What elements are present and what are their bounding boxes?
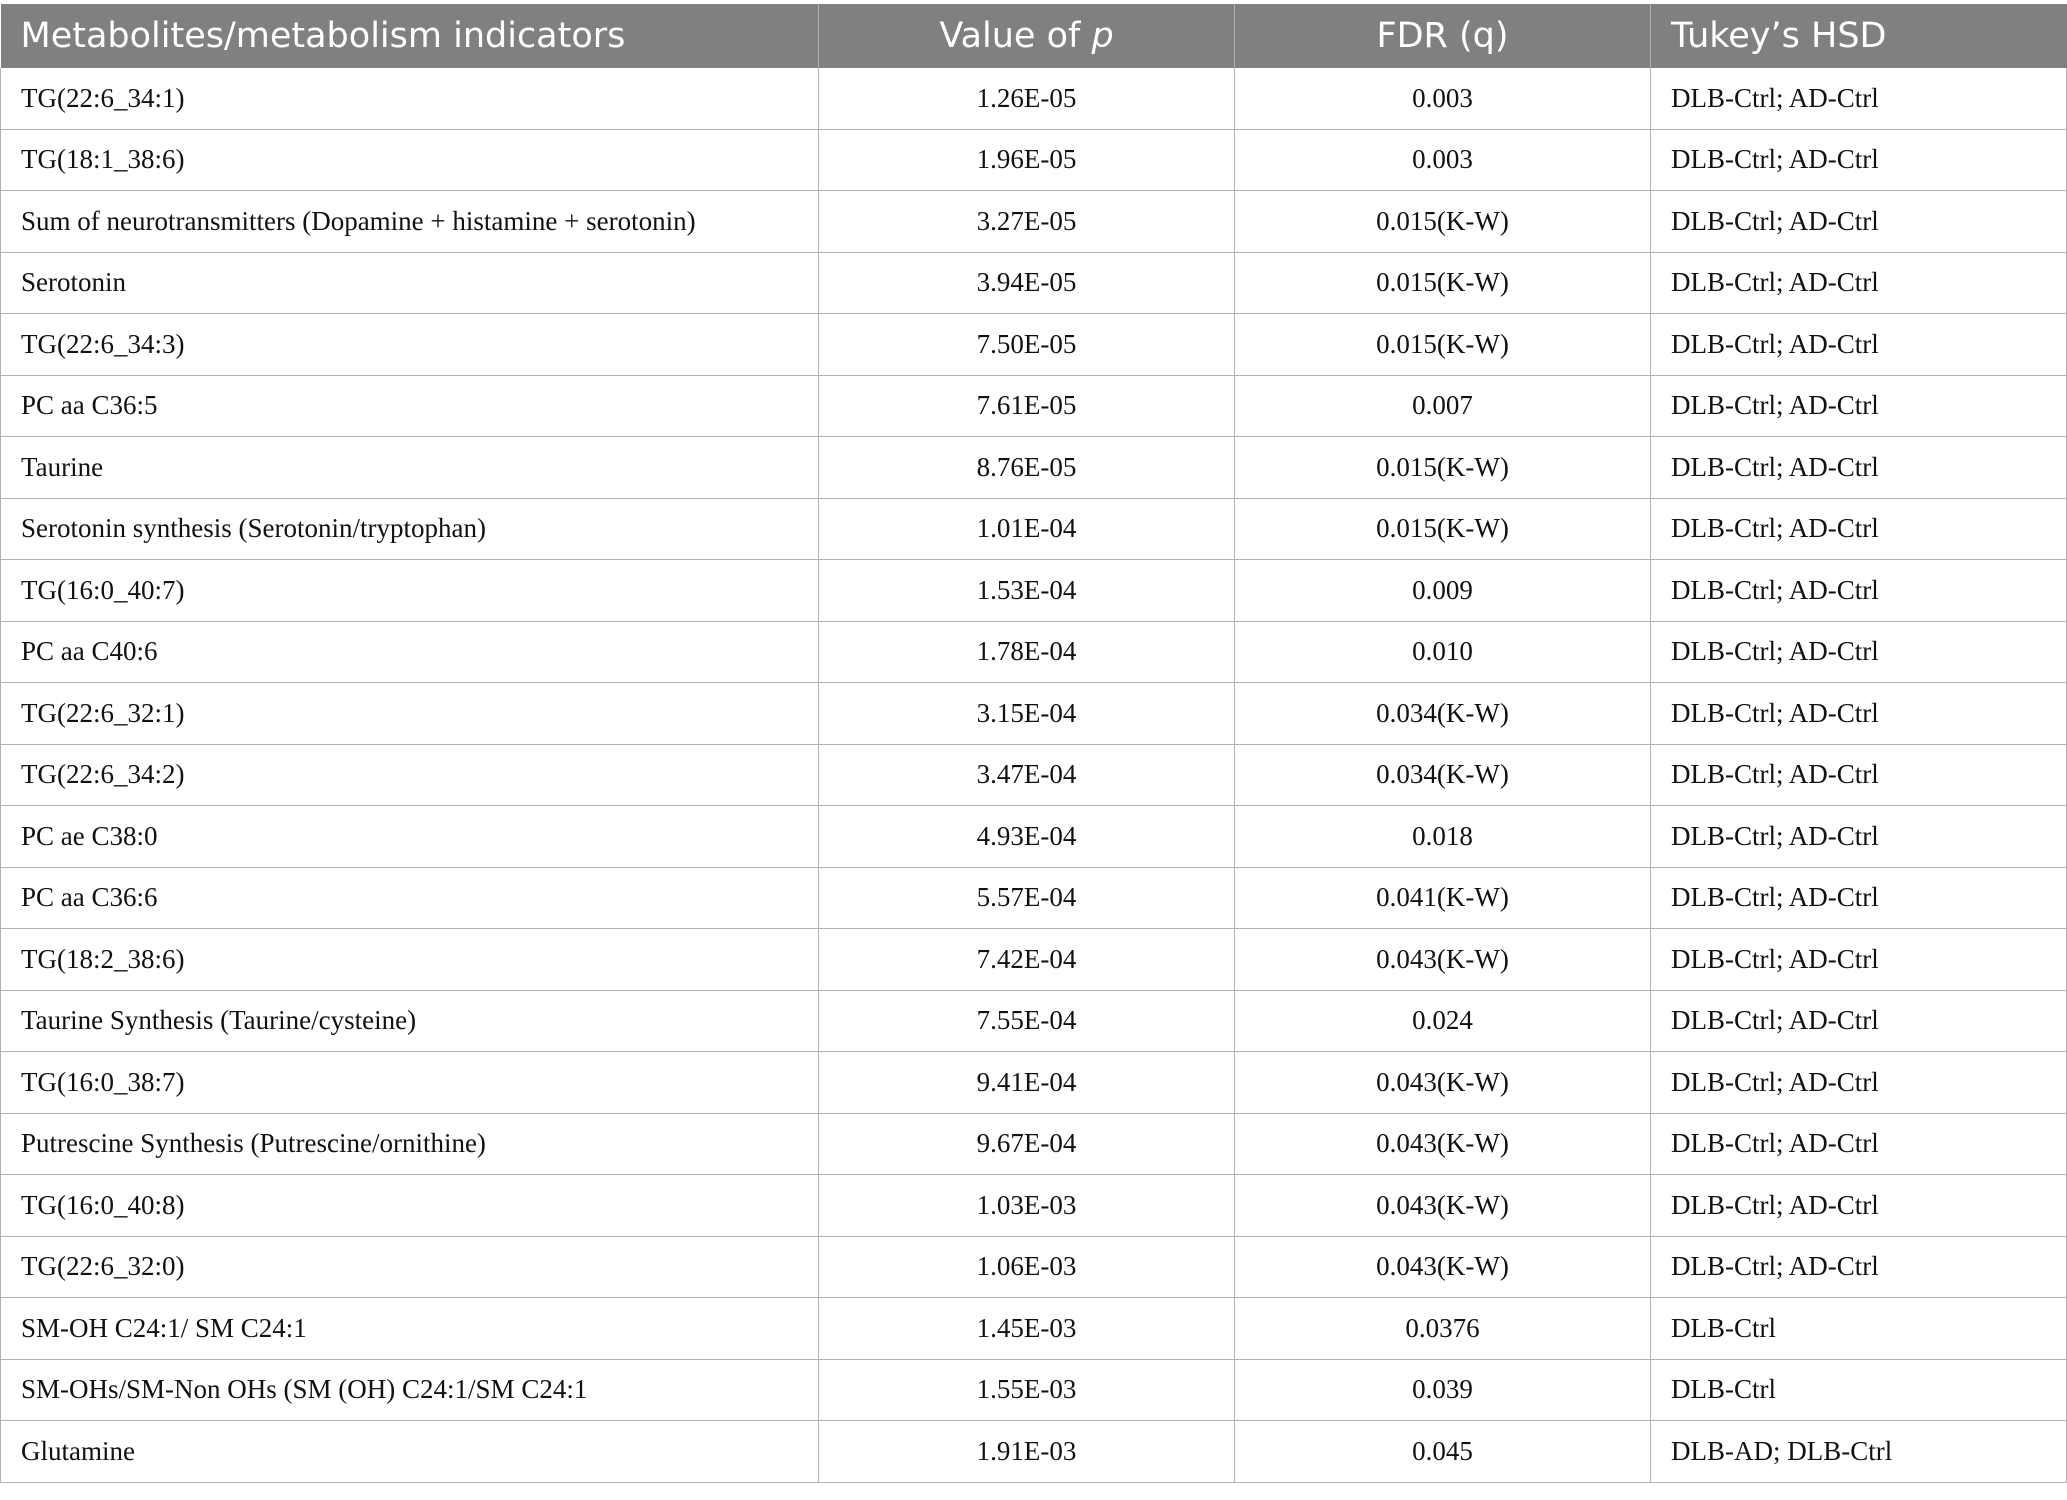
cell-fdr: 0.015(K-W): [1235, 314, 1651, 376]
table-row: [1, 1175, 2067, 1237]
cell-fdr: 0.015(K-W): [1235, 437, 1651, 499]
metabolites-table: [0, 4, 2067, 1483]
cell-fdr: 0.018: [1235, 806, 1651, 868]
table-row: [1, 437, 2067, 499]
cell-p-value: 1.78E-04: [819, 621, 1235, 683]
cell-metabolite: TG(16:0_40:8): [1, 1175, 819, 1237]
table-row: [1, 990, 2067, 1052]
cell-fdr: 0.009: [1235, 560, 1651, 622]
cell-tukey: DLB-Ctrl; AD-Ctrl: [1651, 498, 2067, 560]
cell-fdr: 0.043(K-W): [1235, 1236, 1651, 1298]
cell-p-value: 4.93E-04: [819, 806, 1235, 868]
cell-tukey: DLB-Ctrl; AD-Ctrl: [1651, 990, 2067, 1052]
table-row: [1, 314, 2067, 376]
header-p-value-symbol: p: [1091, 16, 1114, 56]
table-row: [1, 683, 2067, 745]
cell-metabolite: SM-OH C24:1/ SM C24:1: [1, 1298, 819, 1360]
cell-metabolite: TG(16:0_40:7): [1, 560, 819, 622]
cell-p-value: 3.15E-04: [819, 683, 1235, 745]
cell-tukey: DLB-Ctrl; AD-Ctrl: [1651, 129, 2067, 191]
cell-fdr: 0.007: [1235, 375, 1651, 437]
table-row: [1, 68, 2067, 129]
cell-tukey: DLB-Ctrl; AD-Ctrl: [1651, 1113, 2067, 1175]
cell-tukey: DLB-Ctrl; AD-Ctrl: [1651, 929, 2067, 991]
header-tukey: Tukey’s HSD: [1651, 4, 2067, 68]
table-row: [1, 867, 2067, 929]
cell-p-value: 7.42E-04: [819, 929, 1235, 991]
cell-fdr: 0.034(K-W): [1235, 683, 1651, 745]
cell-p-value: 1.01E-04: [819, 498, 1235, 560]
cell-metabolite: PC aa C36:5: [1, 375, 819, 437]
cell-metabolite: Serotonin: [1, 252, 819, 314]
table-row: [1, 806, 2067, 868]
cell-metabolite: TG(22:6_34:2): [1, 744, 819, 806]
cell-tukey: DLB-Ctrl; AD-Ctrl: [1651, 621, 2067, 683]
cell-tukey: DLB-Ctrl; AD-Ctrl: [1651, 314, 2067, 376]
cell-p-value: 1.03E-03: [819, 1175, 1235, 1237]
cell-tukey: DLB-Ctrl; AD-Ctrl: [1651, 252, 2067, 314]
table-row: [1, 498, 2067, 560]
cell-p-value: 8.76E-05: [819, 437, 1235, 499]
header-fdr: FDR (q): [1235, 4, 1651, 68]
cell-p-value: 1.53E-04: [819, 560, 1235, 622]
cell-tukey: DLB-Ctrl; AD-Ctrl: [1651, 806, 2067, 868]
table-row: [1, 560, 2067, 622]
cell-metabolite: Sum of neurotransmitters (Dopamine + histamine + serotonin): [1, 191, 819, 253]
cell-tukey: DLB-Ctrl; AD-Ctrl: [1651, 560, 2067, 622]
cell-p-value: 1.06E-03: [819, 1236, 1235, 1298]
cell-metabolite: TG(18:2_38:6): [1, 929, 819, 991]
cell-metabolite: SM-OHs/SM-Non OHs (SM (OH) C24:1/SM C24:1: [1, 1359, 819, 1421]
cell-tukey: DLB-Ctrl; AD-Ctrl: [1651, 683, 2067, 745]
cell-fdr: 0.043(K-W): [1235, 1113, 1651, 1175]
cell-p-value: 7.55E-04: [819, 990, 1235, 1052]
cell-fdr: 0.043(K-W): [1235, 929, 1651, 991]
cell-p-value: 9.41E-04: [819, 1052, 1235, 1114]
header-row: [1, 4, 2067, 68]
table-row: [1, 621, 2067, 683]
table-row: [1, 252, 2067, 314]
table-row: [1, 1052, 2067, 1114]
cell-metabolite: PC aa C40:6: [1, 621, 819, 683]
cell-tukey: DLB-Ctrl; AD-Ctrl: [1651, 744, 2067, 806]
table-row: [1, 129, 2067, 191]
cell-metabolite: Putrescine Synthesis (Putrescine/ornithine): [1, 1113, 819, 1175]
cell-metabolite: TG(22:6_32:1): [1, 683, 819, 745]
cell-fdr: 0.041(K-W): [1235, 867, 1651, 929]
header-p-value: [819, 4, 1235, 68]
cell-tukey: DLB-AD; DLB-Ctrl: [1651, 1421, 2067, 1483]
table-row: [1, 744, 2067, 806]
cell-p-value: 1.26E-05: [819, 68, 1235, 129]
table-row: [1, 1359, 2067, 1421]
table-row: [1, 1113, 2067, 1175]
cell-tukey: DLB-Ctrl: [1651, 1298, 2067, 1360]
cell-tukey: DLB-Ctrl; AD-Ctrl: [1651, 437, 2067, 499]
cell-fdr: 0.015(K-W): [1235, 252, 1651, 314]
header-metabolite: Metabolites/metabolism indicators: [1, 4, 819, 68]
cell-metabolite: TG(22:6_34:1): [1, 68, 819, 129]
cell-fdr: 0.034(K-W): [1235, 744, 1651, 806]
cell-metabolite: PC ae C38:0: [1, 806, 819, 868]
cell-p-value: 7.50E-05: [819, 314, 1235, 376]
cell-fdr: 0.010: [1235, 621, 1651, 683]
cell-p-value: 5.57E-04: [819, 867, 1235, 929]
cell-metabolite: TG(22:6_34:3): [1, 314, 819, 376]
cell-tukey: DLB-Ctrl; AD-Ctrl: [1651, 1052, 2067, 1114]
table-header: [1, 4, 2067, 68]
cell-p-value: 1.96E-05: [819, 129, 1235, 191]
cell-tukey: DLB-Ctrl; AD-Ctrl: [1651, 1236, 2067, 1298]
table-row: [1, 1298, 2067, 1360]
cell-fdr: 0.039: [1235, 1359, 1651, 1421]
cell-p-value: 1.91E-03: [819, 1421, 1235, 1483]
cell-metabolite: TG(16:0_38:7): [1, 1052, 819, 1114]
cell-tukey: DLB-Ctrl; AD-Ctrl: [1651, 191, 2067, 253]
cell-metabolite: Glutamine: [1, 1421, 819, 1483]
cell-p-value: 7.61E-05: [819, 375, 1235, 437]
table-body: [1, 68, 2067, 1482]
table-row: [1, 191, 2067, 253]
cell-metabolite: Serotonin synthesis (Serotonin/tryptophan): [1, 498, 819, 560]
cell-tukey: DLB-Ctrl; AD-Ctrl: [1651, 375, 2067, 437]
cell-p-value: 1.45E-03: [819, 1298, 1235, 1360]
cell-fdr: 0.045: [1235, 1421, 1651, 1483]
cell-fdr: 0.003: [1235, 68, 1651, 129]
cell-fdr: 0.024: [1235, 990, 1651, 1052]
cell-p-value: 3.47E-04: [819, 744, 1235, 806]
cell-metabolite: PC aa C36:6: [1, 867, 819, 929]
cell-p-value: 3.94E-05: [819, 252, 1235, 314]
cell-metabolite: Taurine Synthesis (Taurine/cysteine): [1, 990, 819, 1052]
cell-tukey: DLB-Ctrl: [1651, 1359, 2067, 1421]
table-row: [1, 375, 2067, 437]
cell-fdr: 0.0376: [1235, 1298, 1651, 1360]
cell-metabolite: TG(22:6_32:0): [1, 1236, 819, 1298]
cell-fdr: 0.015(K-W): [1235, 191, 1651, 253]
cell-tukey: DLB-Ctrl; AD-Ctrl: [1651, 1175, 2067, 1237]
cell-metabolite: TG(18:1_38:6): [1, 129, 819, 191]
cell-fdr: 0.003: [1235, 129, 1651, 191]
table-row: [1, 1236, 2067, 1298]
cell-p-value: 9.67E-04: [819, 1113, 1235, 1175]
table-row: [1, 1421, 2067, 1483]
cell-fdr: 0.043(K-W): [1235, 1175, 1651, 1237]
cell-tukey: DLB-Ctrl; AD-Ctrl: [1651, 68, 2067, 129]
cell-tukey: DLB-Ctrl; AD-Ctrl: [1651, 867, 2067, 929]
cell-p-value: 1.55E-03: [819, 1359, 1235, 1421]
header-p-value-prefix: Value of: [939, 16, 1081, 56]
table-row: [1, 929, 2067, 991]
cell-fdr: 0.043(K-W): [1235, 1052, 1651, 1114]
cell-fdr: 0.015(K-W): [1235, 498, 1651, 560]
cell-p-value: 3.27E-05: [819, 191, 1235, 253]
cell-metabolite: Taurine: [1, 437, 819, 499]
